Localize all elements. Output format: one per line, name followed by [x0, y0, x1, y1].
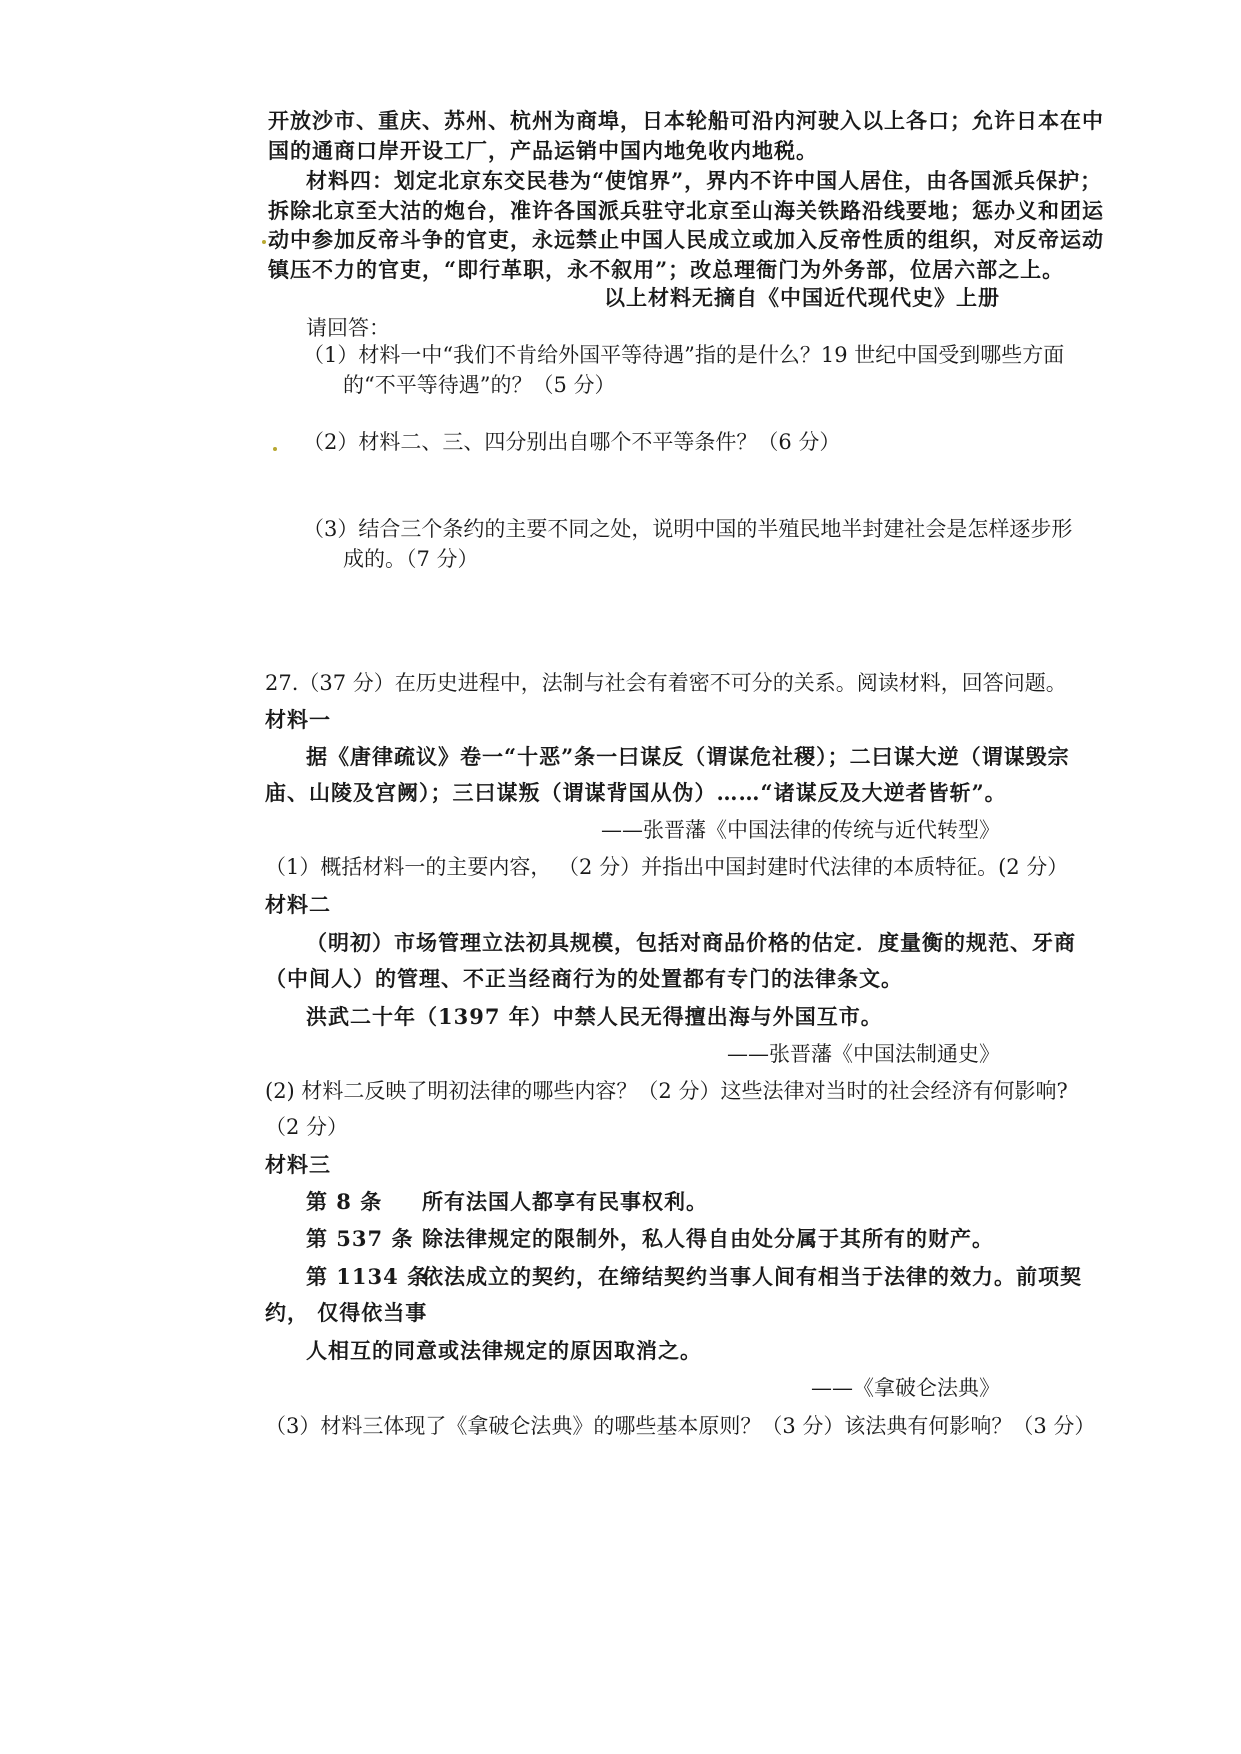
article-8-text: 所有法国人都享有民事权利。	[422, 1189, 708, 1214]
material-four-line-4: 镇压不力的官吏，“即行革职，永不叙用”；改总理衙门为外务部，位居六部之上。	[268, 257, 1065, 282]
material-2-line-1: （明初）市场管理立法初具规模，包括对商品价格的估定．度量衡的规范、牙商	[306, 930, 1076, 955]
answer-prompt: 请回答：	[306, 316, 390, 340]
material-2-line-3: 洪武二十年（1397 年）中禁人民无得擅出海与外国互市。	[306, 1004, 883, 1029]
material-four-line-2: 拆除北京至大沽的炮台，准许各国派兵驻守北京至山海关铁路沿线要地；惩办义和团运	[268, 198, 1104, 223]
material-three-line-1: 开放沙市、重庆、苏州、杭州为商埠，日本轮船可沿内河驶入以上各口；允许日本在中	[268, 108, 1104, 133]
material-2-source: ——张晋藩《中国法制通史》	[727, 1042, 1000, 1066]
material-3-heading: 材料三	[265, 1152, 331, 1177]
material-2-question-line-2: （2 分）	[265, 1115, 349, 1139]
material-three-line-2: 国的通商口岸开设工厂，产品运销中国内地免收内地税。	[268, 138, 818, 163]
article-1134-line-2: 约， 仅得依当事	[265, 1300, 428, 1325]
material-1-line-2: 庙、山陵及宫阙）；三曰谋叛（谓谋背国从伪）……“诸谋反及大逆者皆斩”。	[265, 780, 1007, 805]
material-1-source: ——张晋藩《中国法律的传统与近代转型》	[601, 818, 1000, 842]
article-1134-text: 依法成立的契约，在缔结契约当事人间有相当于法律的效力。前项契	[422, 1264, 1082, 1289]
materials-source: 以上材料无摘自《中国近代现代史》上册	[604, 285, 1000, 310]
article-8-number: 第 8 条	[306, 1189, 383, 1214]
material-2-heading: 材料二	[265, 892, 331, 917]
material-2-line-2: （中间人）的管理、不正当经商行为的处置都有专门的法律条文。	[265, 966, 903, 991]
question-1-line-2: 的“不平等待遇”的？（5 分）	[343, 373, 616, 397]
material-3-source: ——《拿破仑法典》	[811, 1376, 1000, 1400]
article-1134-number: 第 1134 条	[306, 1264, 430, 1289]
material-1-heading: 材料一	[265, 707, 331, 732]
question-1-line-1: （1）材料一中“我们不肯给外国平等待遇”指的是什么？19 世纪中国受到哪些方面	[303, 343, 1065, 367]
stray-dot-mark	[262, 240, 266, 244]
question-3-line-2: 成的。（7 分）	[343, 547, 479, 571]
question-2: （2）材料二、三、四分别出自哪个不平等条件？（6 分）	[303, 430, 841, 454]
material-four-line-1: 材料四：划定北京东交民巷为“使馆界”，界内不许中国人居住，由各国派兵保护；	[306, 168, 1103, 193]
question-3-line-1: （3）结合三个条约的主要不同之处，说明中国的半殖民地半封建社会是怎样逐步形	[303, 517, 1073, 541]
stray-dot-mark	[273, 447, 277, 451]
material-2-question-line-1: (2) 材料二反映了明初法律的哪些内容？（2 分）这些法律对当时的社会经济有何影响?	[265, 1079, 1068, 1103]
material-four-line-3: 动中参加反帝斗争的官吏，永远禁止中国人民成立或加入反帝性质的组织，对反帝运动	[268, 227, 1104, 252]
material-3-question: （3）材料三体现了《拿破仑法典》的哪些基本原则？（3 分）该法典有何影响？（3 分）	[265, 1414, 1096, 1438]
material-1-question: （1）概括材料一的主要内容， （2 分）并指出中国封建时代法律的本质特征。(2 分）	[265, 855, 1069, 879]
material-1-line-1: 据《唐律疏议》卷一“十恶”条一曰谋反（谓谋危社稷）；二曰谋大逆（谓谋毁宗	[306, 744, 1070, 769]
article-537-number: 第 537 条	[306, 1226, 414, 1251]
article-1134-line-3: 人相互的同意或法律规定的原因取消之。	[306, 1338, 702, 1363]
question-27-intro: 27.（37 分）在历史进程中，法制与社会有着密不可分的关系。阅读材料，回答问题。	[265, 671, 1067, 695]
article-537-text: 除法律规定的限制外，私人得自由处分属于其所有的财产。	[422, 1226, 994, 1251]
